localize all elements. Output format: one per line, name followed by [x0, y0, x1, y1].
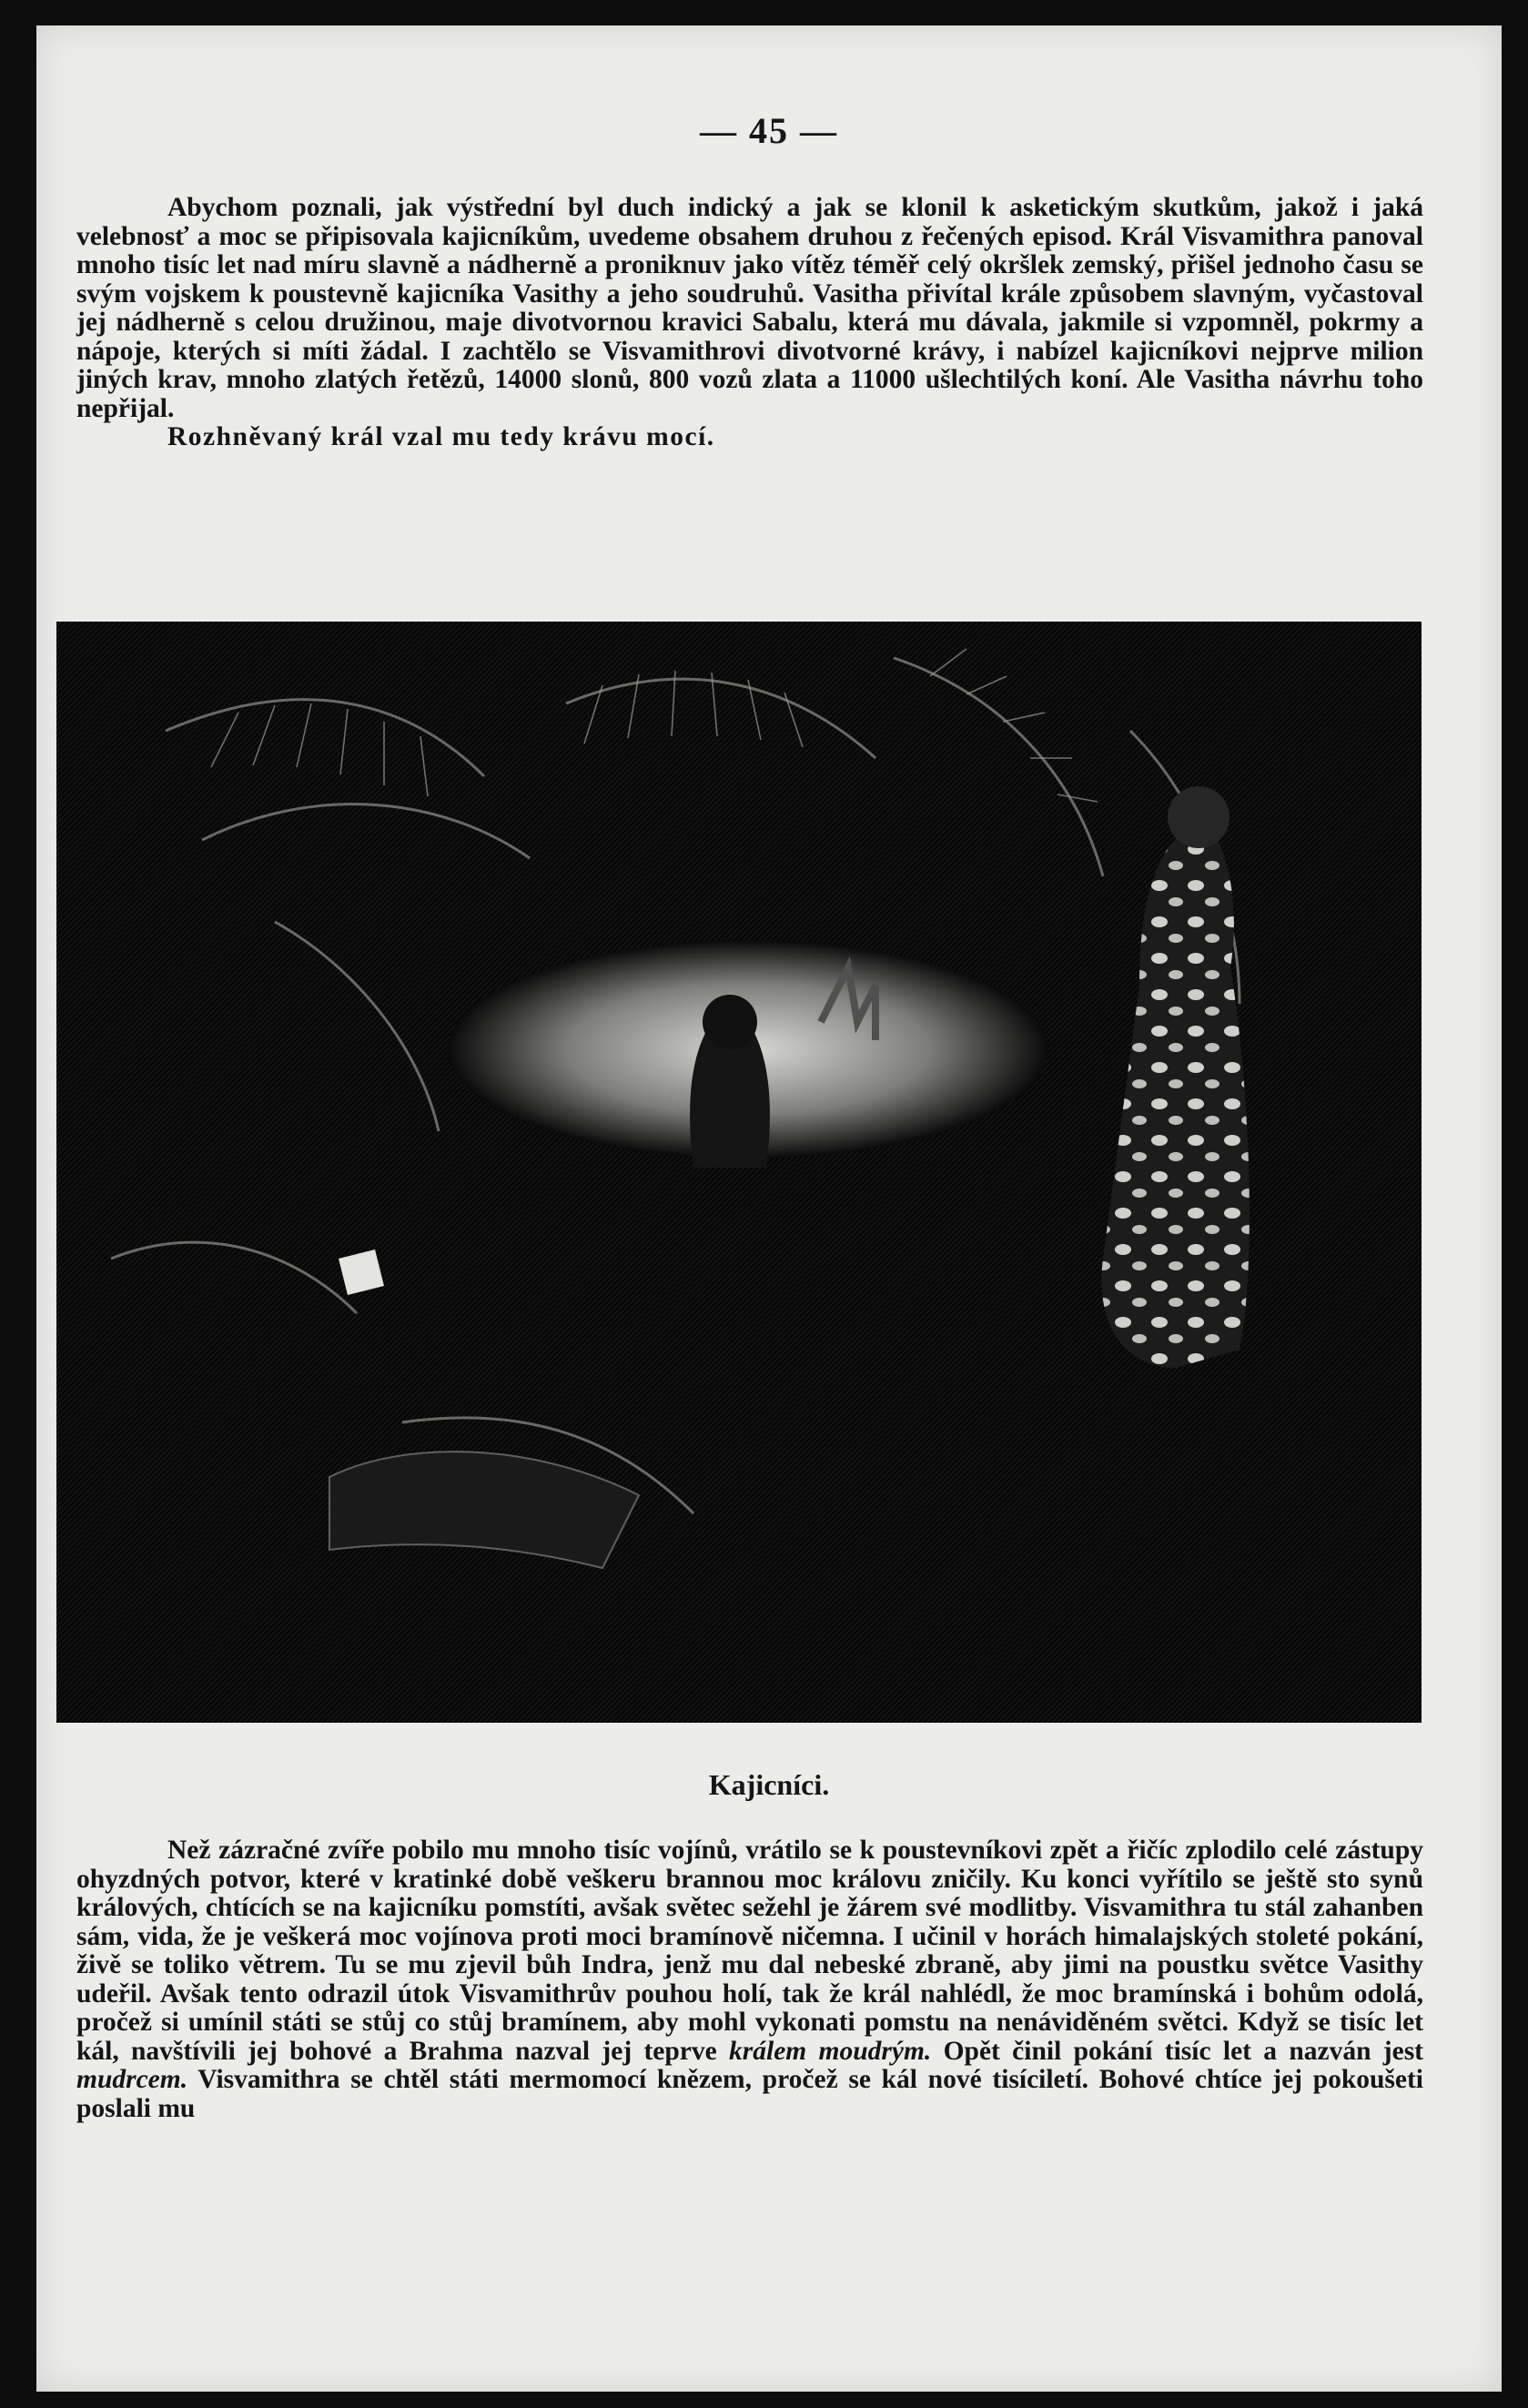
paragraph-text: Visvamithra se chtěl státi mermomocí knězem, pročež se kál nové tisíciletí. Bohové chtíce jej pokoušeti poslali mu	[76, 2065, 1424, 2123]
illustration-caption: Kajicníci.	[708, 1768, 830, 1801]
top-text-block	[76, 194, 1423, 452]
engraving-illustration	[56, 622, 1422, 1723]
page-number: — 45 —	[700, 110, 838, 151]
paragraph-text: Opět činil pokání tisíc let a nazván jest	[943, 2036, 1424, 2066]
italic-phrase: mudrcem.	[76, 2065, 188, 2094]
bottom-text-block	[76, 1836, 1423, 2123]
paragraph: Abychom poznali, jak výstřední byl duch indický a jak se klonil k asketickým skutkům, jakož i jaká velebnosť a moc se připisovala kajicníkům, uvedeme obsahem druhou z řečených episod. Král Visvamithra panoval mnoho tisíc let nad míru slavně a nádherně a proniknuv jako vítěz téměř celý okršlek zemský, přišel jednoho času se svým vojskem k poustevně kajicníka Vasithy a jeho soudruhů. Vasitha přivítal krále způsobem slavným, vyčastoval jej nádherně s celou družinou, maje divotvornou kravici Sabalu, která mu dávala, jakmile si vzpomněl, pokrmy a nápoje, kterých si míti žádal. I zachtělo se Visvamithrovi divotvorné krávy, i nabízel kajicníkovi nejprve milion jiných krav, mnoho zlatých řetězů, 14000 slonů, 800 vozů zlata a 11000 ušlechtilých koní. Ale Vasitha návrhu toho nepřijal.	[76, 193, 1423, 423]
paragraph-text: Než zázračné zvíře pobilo mu mnoho tisíc vojínů, vrátilo se k poustevníkovi zpět a řičíc zplodilo celé zástupy ohyzdných potvor, které v kratinké době veškeru brannou moc královu zničily. Ku konci vyřítilo se ještě sto synů králových, chtících se na kajicníku pomstíti, avšak světec sežehl je žárem své modlitby. Visvamithra tu stál zahanben sám, vida, že je veškerá moc vojínova proti moci bramínově ničemna. I učinil v horách himalajských stoleté pokání, živě se toliko větrem. Tu se mu zjevil bůh Indra, jenž mu dal nebeské zbraně, aby jimi na poustku světce Vasithy udeřil. Avšak tento odrazil útok Visvamithrův pouhou holí, tak že král nahlédl, že moc bramínská i bohům odolá, pročež si umínil státi se stůj co stůj bramínem, aby mohl vykonati pomstu na nenáviděném světci. Když se tisíc let kál, navštívili jej bohové a Brahma nazval jej teprve	[76, 1836, 1423, 2066]
paragraph	[76, 1836, 1423, 2123]
paragraph-last-line: Rozhněvaný král vzal mu tedy krávu mocí.	[167, 422, 715, 451]
book-page	[36, 25, 1502, 2392]
italic-phrase: králem moudrým.	[729, 2036, 932, 2066]
jungle-hermits-engraving	[56, 622, 1422, 1723]
